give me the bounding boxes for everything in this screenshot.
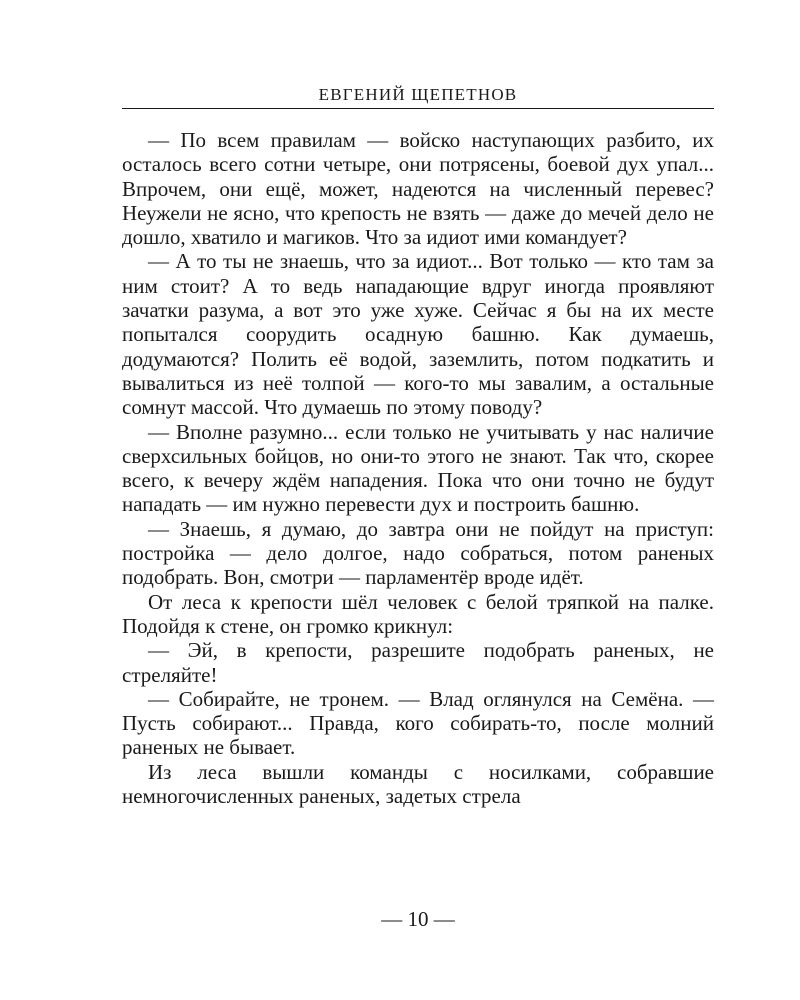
paragraph: Из леса вышли команды с носилками, собравшие немногочисленных раненых, задетых стрела (122, 759, 714, 809)
paragraph: — Собирайте, не тронем. — Влад оглянулся на Семёна. — Пусть собирают... Правда, кого собирать-то, после молний раненых не бывает. (122, 686, 714, 760)
paragraph: — А то ты не знаешь, что за идиот... Вот только — кто там за ним стоит? А то ведь нападающие вдруг иногда проявляют зачатки разума, а вот это уже хуже. Сейчас я бы на их месте попытался соорудить осадную башню. Как думаешь, додумаются? Полить её водой, заземлить, потом подкатить и вывалиться из неё толпой — кого-то мы завалим, а остальные сомнут массой. Что думаешь по этому поводу? (122, 249, 714, 420)
page-body (122, 128, 714, 808)
paragraph: — По всем правилам — войско наступающих разбито, их осталось всего сотни четыре, они потрясены, боевой дух упал... Впрочем, они ещё, может, надеются на численный перевес? Неужели не ясно, что крепость не взять — даже до мечей дело не дошло, хватило и магиков. Что за идиот ими командует? (122, 128, 714, 250)
header-rule (122, 108, 714, 109)
paragraph: — Вполне разумно... если только не учитывать у нас наличие сверхсильных бойцов, но они-то этого не знают. Так что, скорее всего, к вечеру ждём нападения. Пока что они точно не будут нападать — им нужно перевести дух и построить башню. (122, 419, 714, 517)
paragraph: — Эй, в крепости, разрешите подобрать раненых, не стреляйте! (122, 638, 714, 687)
paragraph: От леса к крепости шёл человек с белой тряпкой на палке. Подойдя к стене, он громко крикнул: (122, 589, 714, 638)
paragraph: — Знаешь, я думаю, до завтра они не пойдут на приступ: постройка — дело долгое, надо собраться, потом раненых подобрать. Вон, смотри — парламентёр вроде идёт. (122, 516, 714, 590)
running-head: ЕВГЕНИЙ ЩЕПЕТНОВ (318, 85, 518, 104)
page-number: — 10 — (381, 907, 455, 931)
